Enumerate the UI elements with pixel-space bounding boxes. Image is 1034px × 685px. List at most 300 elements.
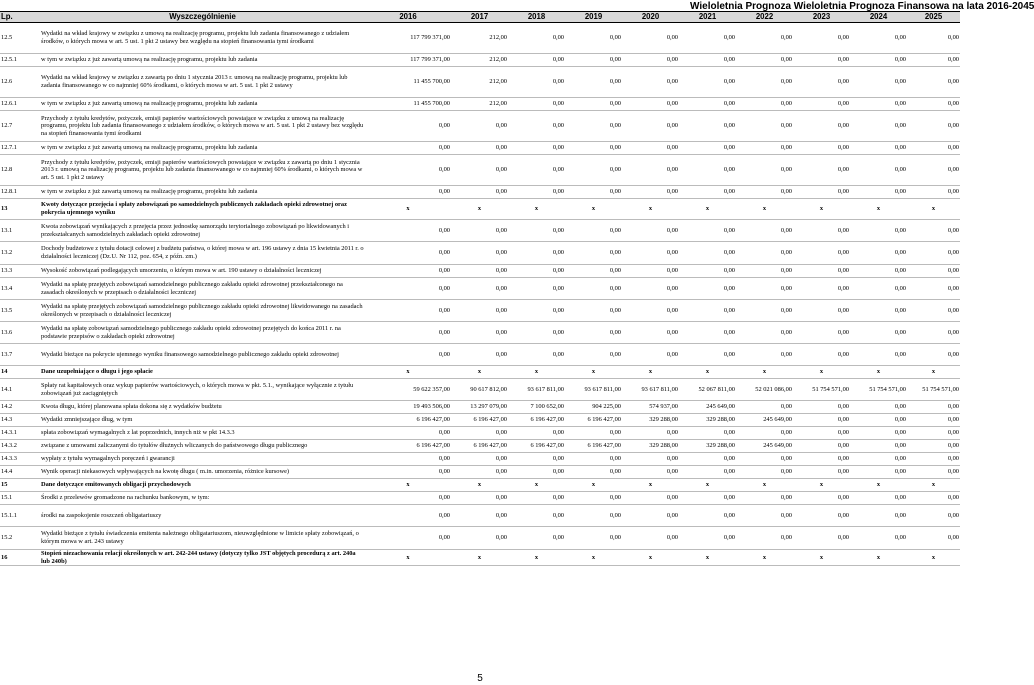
value-cell-2017: 0,00	[451, 155, 508, 186]
value-cell-2025: 0,00	[907, 142, 960, 155]
value-cell-2024: 0,00	[850, 427, 907, 440]
table-row	[0, 440, 960, 453]
table-row	[0, 427, 960, 440]
value-cell-2019: 0,00	[565, 142, 622, 155]
value-cell-2021: 0,00	[679, 242, 736, 265]
value-cell-2022: 0,00	[736, 220, 793, 242]
value-cell-2016: 6 196 427,00	[365, 440, 451, 453]
value-cell-2025: 0,00	[907, 54, 960, 67]
value-cell-2021: 245 649,00	[679, 401, 736, 414]
value-cell-2019: 93 617 811,00	[565, 379, 622, 401]
value-cell-2017: 212,00	[451, 98, 508, 111]
value-cell-2019: 0,00	[565, 220, 622, 242]
value-cell-2020: 0,00	[622, 265, 679, 278]
value-cell-2018: 93 617 811,00	[508, 379, 565, 401]
value-cell-2023: 0,00	[793, 466, 850, 479]
row-description: Wydatki bieżące na pokrycie ujemnego wyniku finansowego samodzielnego publicznego zakładu opieki zdrowotnej	[40, 344, 365, 366]
value-cell-2021: 0,00	[679, 427, 736, 440]
value-cell-2019: 0,00	[565, 322, 622, 344]
value-cell-2025: 0,00	[907, 344, 960, 366]
row-number: 15.1	[0, 492, 40, 505]
value-cell-2017: x	[451, 366, 508, 379]
value-cell-2025: x	[907, 479, 960, 492]
value-cell-2021: 0,00	[679, 527, 736, 550]
value-cell-2019: 0,00	[565, 492, 622, 505]
value-cell-2018: 0,00	[508, 322, 565, 344]
row-description: Środki z przelewów gromadzone na rachunku bankowym, w tym:	[40, 492, 365, 505]
value-cell-2022: x	[736, 366, 793, 379]
value-cell-2018: 0,00	[508, 142, 565, 155]
value-cell-2016: 0,00	[365, 155, 451, 186]
value-cell-2016: 0,00	[365, 111, 451, 142]
value-cell-2017: 0,00	[451, 527, 508, 550]
value-cell-2020: 0,00	[622, 322, 679, 344]
table-row	[0, 505, 960, 527]
value-cell-2024: 0,00	[850, 242, 907, 265]
value-cell-2017: 212,00	[451, 54, 508, 67]
value-cell-2020: 0,00	[622, 453, 679, 466]
page-title: Wieloletnia Prognoza Wieloletnia Prognoza Finansowa na lata 2016-2045	[690, 1, 1034, 12]
value-cell-2023: 0,00	[793, 98, 850, 111]
value-cell-2020: 0,00	[622, 300, 679, 322]
value-cell-2022: 0,00	[736, 265, 793, 278]
value-cell-2021: x	[679, 366, 736, 379]
row-description: związane z umowami zaliczanymi do tytułów dłużnych wliczanych do państwowego długu publicznego	[40, 440, 365, 453]
value-cell-2019: x	[565, 479, 622, 492]
value-cell-2024: 0,00	[850, 155, 907, 186]
value-cell-2018: 0,00	[508, 54, 565, 67]
value-cell-2024: 0,00	[850, 466, 907, 479]
row-description: Wydatki na spłatę zobowiązań samodzielnego publicznego zakładu opieki zdrowotnej przejętych do końca 2011 r. na podstawie przepisów o zakładach opieki zdrowotnej	[40, 322, 365, 344]
header-year-2016: 2016	[365, 12, 451, 23]
row-description: spłata zobowiązań wymagalnych z lat poprzednich, innych niż w pkt 14.3.3	[40, 427, 365, 440]
value-cell-2022: 0,00	[736, 466, 793, 479]
value-cell-2023: 0,00	[793, 505, 850, 527]
value-cell-2022: 0,00	[736, 98, 793, 111]
value-cell-2018: 0,00	[508, 527, 565, 550]
row-description: Kwoty dotyczące przejęcia i spłaty zobowiązań po samodzielnych publicznych zakładach opieki zdrowotnej oraz pokrycia ujemnego wyniku	[40, 199, 365, 220]
financial-forecast-table	[0, 11, 960, 566]
value-cell-2019: 0,00	[565, 186, 622, 199]
value-cell-2019: 0,00	[565, 67, 622, 98]
value-cell-2021: 0,00	[679, 98, 736, 111]
value-cell-2025: x	[907, 199, 960, 220]
row-number: 13.6	[0, 322, 40, 344]
table-header-row	[0, 12, 960, 23]
value-cell-2024: 0,00	[850, 401, 907, 414]
table-row	[0, 67, 960, 98]
value-cell-2025: 0,00	[907, 98, 960, 111]
value-cell-2025: x	[907, 366, 960, 379]
value-cell-2024: 0,00	[850, 440, 907, 453]
table-body	[0, 23, 960, 566]
value-cell-2018: 6 196 427,00	[508, 440, 565, 453]
value-cell-2017: 0,00	[451, 322, 508, 344]
value-cell-2016: 0,00	[365, 505, 451, 527]
value-cell-2022: 0,00	[736, 142, 793, 155]
value-cell-2020: 0,00	[622, 67, 679, 98]
row-description: Wydatki na wkład krajowy w związku z zawartą po dniu 1 stycznia 2013 r. umową na realizację programu, projektu lub zadania finansowanego w co najmniej 60% środkami, o których mowa w art. 5 ust. 1 pkt 2 ustawy	[40, 67, 365, 98]
header-year-2024: 2024	[850, 12, 907, 23]
value-cell-2018: 0,00	[508, 300, 565, 322]
value-cell-2016: x	[365, 366, 451, 379]
table-row	[0, 527, 960, 550]
value-cell-2018: 0,00	[508, 186, 565, 199]
value-cell-2017: 6 196 427,00	[451, 414, 508, 427]
value-cell-2019: 0,00	[565, 344, 622, 366]
row-description: Wydatki zmniejszające dług, w tym	[40, 414, 365, 427]
value-cell-2018: 7 100 652,00	[508, 401, 565, 414]
header-year-2022: 2022	[736, 12, 793, 23]
value-cell-2019: 0,00	[565, 466, 622, 479]
value-cell-2025: 0,00	[907, 440, 960, 453]
value-cell-2020: 0,00	[622, 155, 679, 186]
value-cell-2023: 0,00	[793, 344, 850, 366]
value-cell-2019: 6 196 427,00	[565, 440, 622, 453]
value-cell-2022: x	[736, 550, 793, 566]
header-year-2017: 2017	[451, 12, 508, 23]
value-cell-2022: 0,00	[736, 278, 793, 300]
row-description: środki na zaspokojenie roszczeń obligatariuszy	[40, 505, 365, 527]
value-cell-2020: 0,00	[622, 98, 679, 111]
row-number: 14	[0, 366, 40, 379]
value-cell-2021: 0,00	[679, 265, 736, 278]
value-cell-2025: 0,00	[907, 23, 960, 54]
value-cell-2017: x	[451, 550, 508, 566]
value-cell-2019: 0,00	[565, 98, 622, 111]
table-row	[0, 142, 960, 155]
value-cell-2021: 0,00	[679, 344, 736, 366]
value-cell-2023: 51 754 571,00	[793, 379, 850, 401]
row-number: 14.3.2	[0, 440, 40, 453]
value-cell-2019: 0,00	[565, 453, 622, 466]
row-description: Dochody budżetowe z tytułu dotacji celowej z budżetu państwa, o której mowa w art. 196 ustawy z dnia 15 kwietnia 2011 r. o działalności leczniczej (Dz.U. Nr 112, poz. 654, z późn. zm.)	[40, 242, 365, 265]
table-row	[0, 265, 960, 278]
row-description: w tym w związku z już zawartą umową na realizację programu, projektu lub zadania	[40, 54, 365, 67]
value-cell-2021: 0,00	[679, 186, 736, 199]
value-cell-2025: 0,00	[907, 67, 960, 98]
value-cell-2019: 0,00	[565, 265, 622, 278]
value-cell-2023: 0,00	[793, 186, 850, 199]
table-row	[0, 242, 960, 265]
value-cell-2022: 0,00	[736, 344, 793, 366]
value-cell-2021: 0,00	[679, 155, 736, 186]
value-cell-2020: 0,00	[622, 492, 679, 505]
value-cell-2023: 0,00	[793, 111, 850, 142]
value-cell-2016: 117 799 371,00	[365, 23, 451, 54]
row-description: Wynik operacji niekasowych wpływających na kwotę długu ( m.in. umorzenia, różnice kursowe)	[40, 466, 365, 479]
value-cell-2023: 0,00	[793, 265, 850, 278]
value-cell-2018: 0,00	[508, 505, 565, 527]
value-cell-2020: x	[622, 479, 679, 492]
table-row	[0, 322, 960, 344]
row-number: 13.2	[0, 242, 40, 265]
row-description: Przychody z tytułu kredytów, pożyczek, emisji papierów wartościowych powstające w związku z umową na realizację programu, projektu lub zadania finansowanego z udziałem środków, o których mowa w art. 5 ust. 1 pkt 2 ustawy bez względu na stopień finansowania tymi środkami	[40, 111, 365, 142]
value-cell-2025: 0,00	[907, 220, 960, 242]
value-cell-2021: x	[679, 479, 736, 492]
row-number: 13.1	[0, 220, 40, 242]
value-cell-2017: 0,00	[451, 265, 508, 278]
value-cell-2024: 0,00	[850, 265, 907, 278]
value-cell-2024: 51 754 571,00	[850, 379, 907, 401]
header-year-2023: 2023	[793, 12, 850, 23]
value-cell-2020: 329 288,00	[622, 414, 679, 427]
header-year-2025: 2025	[907, 12, 960, 23]
row-number: 12.7	[0, 111, 40, 142]
value-cell-2024: 0,00	[850, 278, 907, 300]
value-cell-2025: 0,00	[907, 505, 960, 527]
value-cell-2024: 0,00	[850, 414, 907, 427]
value-cell-2020: 0,00	[622, 186, 679, 199]
value-cell-2024: x	[850, 479, 907, 492]
row-description: Wydatki na spłatę przejętych zobowiązań samodzielnego publicznego zakładu opieki zdrowotnej przekształconego na zasadach określonych w przepisach o działalności leczniczej	[40, 278, 365, 300]
row-number: 12.6.1	[0, 98, 40, 111]
value-cell-2024: x	[850, 366, 907, 379]
row-number: 15.1.1	[0, 505, 40, 527]
value-cell-2022: 0,00	[736, 186, 793, 199]
row-number: 12.6	[0, 67, 40, 98]
value-cell-2025: 0,00	[907, 111, 960, 142]
row-number: 12.5	[0, 23, 40, 54]
row-description: Dane uzupełniające o długu i jego spłacie	[40, 366, 365, 379]
value-cell-2019: 0,00	[565, 300, 622, 322]
table-row	[0, 23, 960, 54]
row-number: 14.1	[0, 379, 40, 401]
value-cell-2020: x	[622, 199, 679, 220]
value-cell-2021: 0,00	[679, 453, 736, 466]
row-description: w tym w związku z już zawartą umową na realizację programu, projektu lub zadania	[40, 98, 365, 111]
value-cell-2018: 6 196 427,00	[508, 414, 565, 427]
value-cell-2021: 0,00	[679, 220, 736, 242]
value-cell-2023: x	[793, 550, 850, 566]
value-cell-2022: 245 649,00	[736, 414, 793, 427]
value-cell-2025: 0,00	[907, 322, 960, 344]
value-cell-2022: 0,00	[736, 505, 793, 527]
value-cell-2017: 6 196 427,00	[451, 440, 508, 453]
value-cell-2021: 0,00	[679, 300, 736, 322]
row-number: 15	[0, 479, 40, 492]
value-cell-2025: 0,00	[907, 300, 960, 322]
value-cell-2018: 0,00	[508, 23, 565, 54]
row-number: 14.3.1	[0, 427, 40, 440]
value-cell-2021: 0,00	[679, 466, 736, 479]
value-cell-2019: 0,00	[565, 111, 622, 142]
header-year-2021: 2021	[679, 12, 736, 23]
value-cell-2017: x	[451, 479, 508, 492]
row-description: Kwota zobowiązań wynikających z przejęcia przez jednostkę samorządu terytorialnego zobowiązań po likwidowanych i przekształcanych samodzielnych zakładach opieki zdrowotnej	[40, 220, 365, 242]
row-number: 14.4	[0, 466, 40, 479]
value-cell-2019: x	[565, 199, 622, 220]
value-cell-2021: 329 288,00	[679, 440, 736, 453]
value-cell-2017: 0,00	[451, 242, 508, 265]
value-cell-2023: 0,00	[793, 401, 850, 414]
row-number: 13.4	[0, 278, 40, 300]
value-cell-2022: 0,00	[736, 242, 793, 265]
row-number: 16	[0, 550, 40, 566]
header-year-2019: 2019	[565, 12, 622, 23]
value-cell-2018: 0,00	[508, 98, 565, 111]
value-cell-2018: 0,00	[508, 427, 565, 440]
value-cell-2018: 0,00	[508, 220, 565, 242]
value-cell-2025: 0,00	[907, 265, 960, 278]
value-cell-2020: 0,00	[622, 278, 679, 300]
row-description: wypłaty z tytułu wymagalnych poręczeń i gwarancji	[40, 453, 365, 466]
value-cell-2016: 0,00	[365, 220, 451, 242]
row-number: 12.8.1	[0, 186, 40, 199]
value-cell-2021: 0,00	[679, 322, 736, 344]
value-cell-2023: 0,00	[793, 155, 850, 186]
row-description: Wydatki bieżące z tytułu świadczenia emitenta należnego obligatariuszom, nieuwzględnione w limicie spłaty zobowiązań, o którym mowa w art. 243 ustawy	[40, 527, 365, 550]
value-cell-2016: 59 622 357,00	[365, 379, 451, 401]
value-cell-2016: 0,00	[365, 427, 451, 440]
row-description: Stopień niezachowania relacji określonych w art. 242-244 ustawy (dotyczy tylko JST objętych procedurą z art. 240a lub 240b)	[40, 550, 365, 566]
value-cell-2020: 329 288,00	[622, 440, 679, 453]
value-cell-2023: 0,00	[793, 427, 850, 440]
value-cell-2023: 0,00	[793, 142, 850, 155]
value-cell-2021: x	[679, 199, 736, 220]
value-cell-2022: 52 021 086,00	[736, 379, 793, 401]
value-cell-2024: 0,00	[850, 23, 907, 54]
table-row	[0, 54, 960, 67]
table-row	[0, 366, 960, 379]
value-cell-2025: 0,00	[907, 466, 960, 479]
value-cell-2019: 0,00	[565, 155, 622, 186]
value-cell-2023: 0,00	[793, 414, 850, 427]
value-cell-2023: 0,00	[793, 453, 850, 466]
value-cell-2017: 212,00	[451, 67, 508, 98]
value-cell-2021: 329 288,00	[679, 414, 736, 427]
value-cell-2016: 6 196 427,00	[365, 414, 451, 427]
value-cell-2020: x	[622, 550, 679, 566]
value-cell-2022: 0,00	[736, 111, 793, 142]
value-cell-2018: x	[508, 479, 565, 492]
value-cell-2017: 0,00	[451, 344, 508, 366]
value-cell-2024: 0,00	[850, 505, 907, 527]
value-cell-2025: 0,00	[907, 414, 960, 427]
value-cell-2020: 0,00	[622, 111, 679, 142]
value-cell-2023: x	[793, 199, 850, 220]
value-cell-2023: 0,00	[793, 527, 850, 550]
table-row	[0, 220, 960, 242]
value-cell-2016: 11 455 700,00	[365, 98, 451, 111]
value-cell-2018: 0,00	[508, 492, 565, 505]
table-row	[0, 379, 960, 401]
row-number: 13.3	[0, 265, 40, 278]
value-cell-2025: 0,00	[907, 427, 960, 440]
value-cell-2019: 0,00	[565, 54, 622, 67]
value-cell-2023: 0,00	[793, 54, 850, 67]
value-cell-2017: 0,00	[451, 142, 508, 155]
table-row	[0, 401, 960, 414]
value-cell-2022: 0,00	[736, 322, 793, 344]
row-description: Przychody z tytułu kredytów, pożyczek, emisji papierów wartościowych powstające w związku z zawartą po dniu 1 stycznia 2013 r. umową na realizację programu, projektu lub zadania finansowanego w co najmniej 60% środkami, o których mowa w art. 5 ust. 1 pkt 2 ustawy	[40, 155, 365, 186]
value-cell-2019: 0,00	[565, 505, 622, 527]
value-cell-2024: 0,00	[850, 453, 907, 466]
value-cell-2023: 0,00	[793, 278, 850, 300]
value-cell-2021: 52 067 811,00	[679, 379, 736, 401]
value-cell-2020: 0,00	[622, 23, 679, 54]
value-cell-2025: 0,00	[907, 155, 960, 186]
value-cell-2019: x	[565, 366, 622, 379]
value-cell-2022: x	[736, 479, 793, 492]
value-cell-2016: 0,00	[365, 492, 451, 505]
row-number: 14.2	[0, 401, 40, 414]
value-cell-2025: 0,00	[907, 527, 960, 550]
value-cell-2018: x	[508, 199, 565, 220]
row-number: 14.3	[0, 414, 40, 427]
table-row	[0, 278, 960, 300]
value-cell-2020: 0,00	[622, 54, 679, 67]
value-cell-2020: 0,00	[622, 505, 679, 527]
value-cell-2024: 0,00	[850, 527, 907, 550]
table-row	[0, 155, 960, 186]
table-row	[0, 550, 960, 566]
row-number: 12.7.1	[0, 142, 40, 155]
value-cell-2020: 0,00	[622, 220, 679, 242]
value-cell-2025: 0,00	[907, 453, 960, 466]
row-description: Dane dotyczące emitowanych obligacji przychodowych	[40, 479, 365, 492]
value-cell-2018: 0,00	[508, 265, 565, 278]
value-cell-2017: 212,00	[451, 23, 508, 54]
value-cell-2018: 0,00	[508, 453, 565, 466]
row-description: Wydatki na wkład krajowy w związku z umową na realizację programu, projektu lub zadania finansowanego z udziałem środków, o których mowa w art. 5 ust. 1 pkt 2 ustawy bez względu na stopień finansowania tymi środkami	[40, 23, 365, 54]
value-cell-2022: x	[736, 199, 793, 220]
value-cell-2024: 0,00	[850, 344, 907, 366]
value-cell-2025: 0,00	[907, 492, 960, 505]
value-cell-2016: 0,00	[365, 265, 451, 278]
table-row	[0, 111, 960, 142]
value-cell-2019: 6 196 427,00	[565, 414, 622, 427]
value-cell-2016: 0,00	[365, 186, 451, 199]
row-description: Spłaty rat kapitałowych oraz wykup papierów wartościowych, o których mowa w pkt. 5.1., wynikające wyłącznie z tytułu zobowiązań już zaciągniętych	[40, 379, 365, 401]
value-cell-2018: 0,00	[508, 344, 565, 366]
value-cell-2017: 0,00	[451, 466, 508, 479]
value-cell-2017: 13 297 079,00	[451, 401, 508, 414]
value-cell-2024: 0,00	[850, 186, 907, 199]
table-row	[0, 466, 960, 479]
value-cell-2021: 0,00	[679, 67, 736, 98]
value-cell-2021: 0,00	[679, 23, 736, 54]
value-cell-2024: 0,00	[850, 67, 907, 98]
row-description: Wydatki na spłatę przejętych zobowiązań samodzielnego publicznego zakładu opieki zdrowotnej likwidowanego na zasadach określonych w przepisach o działalności leczniczej	[40, 300, 365, 322]
value-cell-2021: 0,00	[679, 278, 736, 300]
table-row	[0, 98, 960, 111]
row-description: w tym w związku z już zawartą umową na realizację programu, projektu lub zadania	[40, 142, 365, 155]
value-cell-2016: 117 799 371,00	[365, 54, 451, 67]
value-cell-2023: 0,00	[793, 440, 850, 453]
value-cell-2021: 0,00	[679, 111, 736, 142]
table-row	[0, 453, 960, 466]
row-description: w tym w związku z już zawartą umową na realizację programu, projektu lub zadania	[40, 186, 365, 199]
value-cell-2020: 574 937,00	[622, 401, 679, 414]
value-cell-2017: 90 617 812,00	[451, 379, 508, 401]
header-description: Wyszczególnienie	[40, 12, 365, 23]
value-cell-2016: 0,00	[365, 278, 451, 300]
value-cell-2017: 0,00	[451, 453, 508, 466]
value-cell-2017: 0,00	[451, 492, 508, 505]
value-cell-2024: 0,00	[850, 300, 907, 322]
value-cell-2018: x	[508, 366, 565, 379]
value-cell-2017: 0,00	[451, 427, 508, 440]
value-cell-2020: x	[622, 366, 679, 379]
value-cell-2025: 0,00	[907, 186, 960, 199]
value-cell-2022: 0,00	[736, 300, 793, 322]
value-cell-2016: 0,00	[365, 344, 451, 366]
value-cell-2018: 0,00	[508, 242, 565, 265]
value-cell-2025: 0,00	[907, 242, 960, 265]
value-cell-2024: 0,00	[850, 142, 907, 155]
value-cell-2022: 0,00	[736, 527, 793, 550]
